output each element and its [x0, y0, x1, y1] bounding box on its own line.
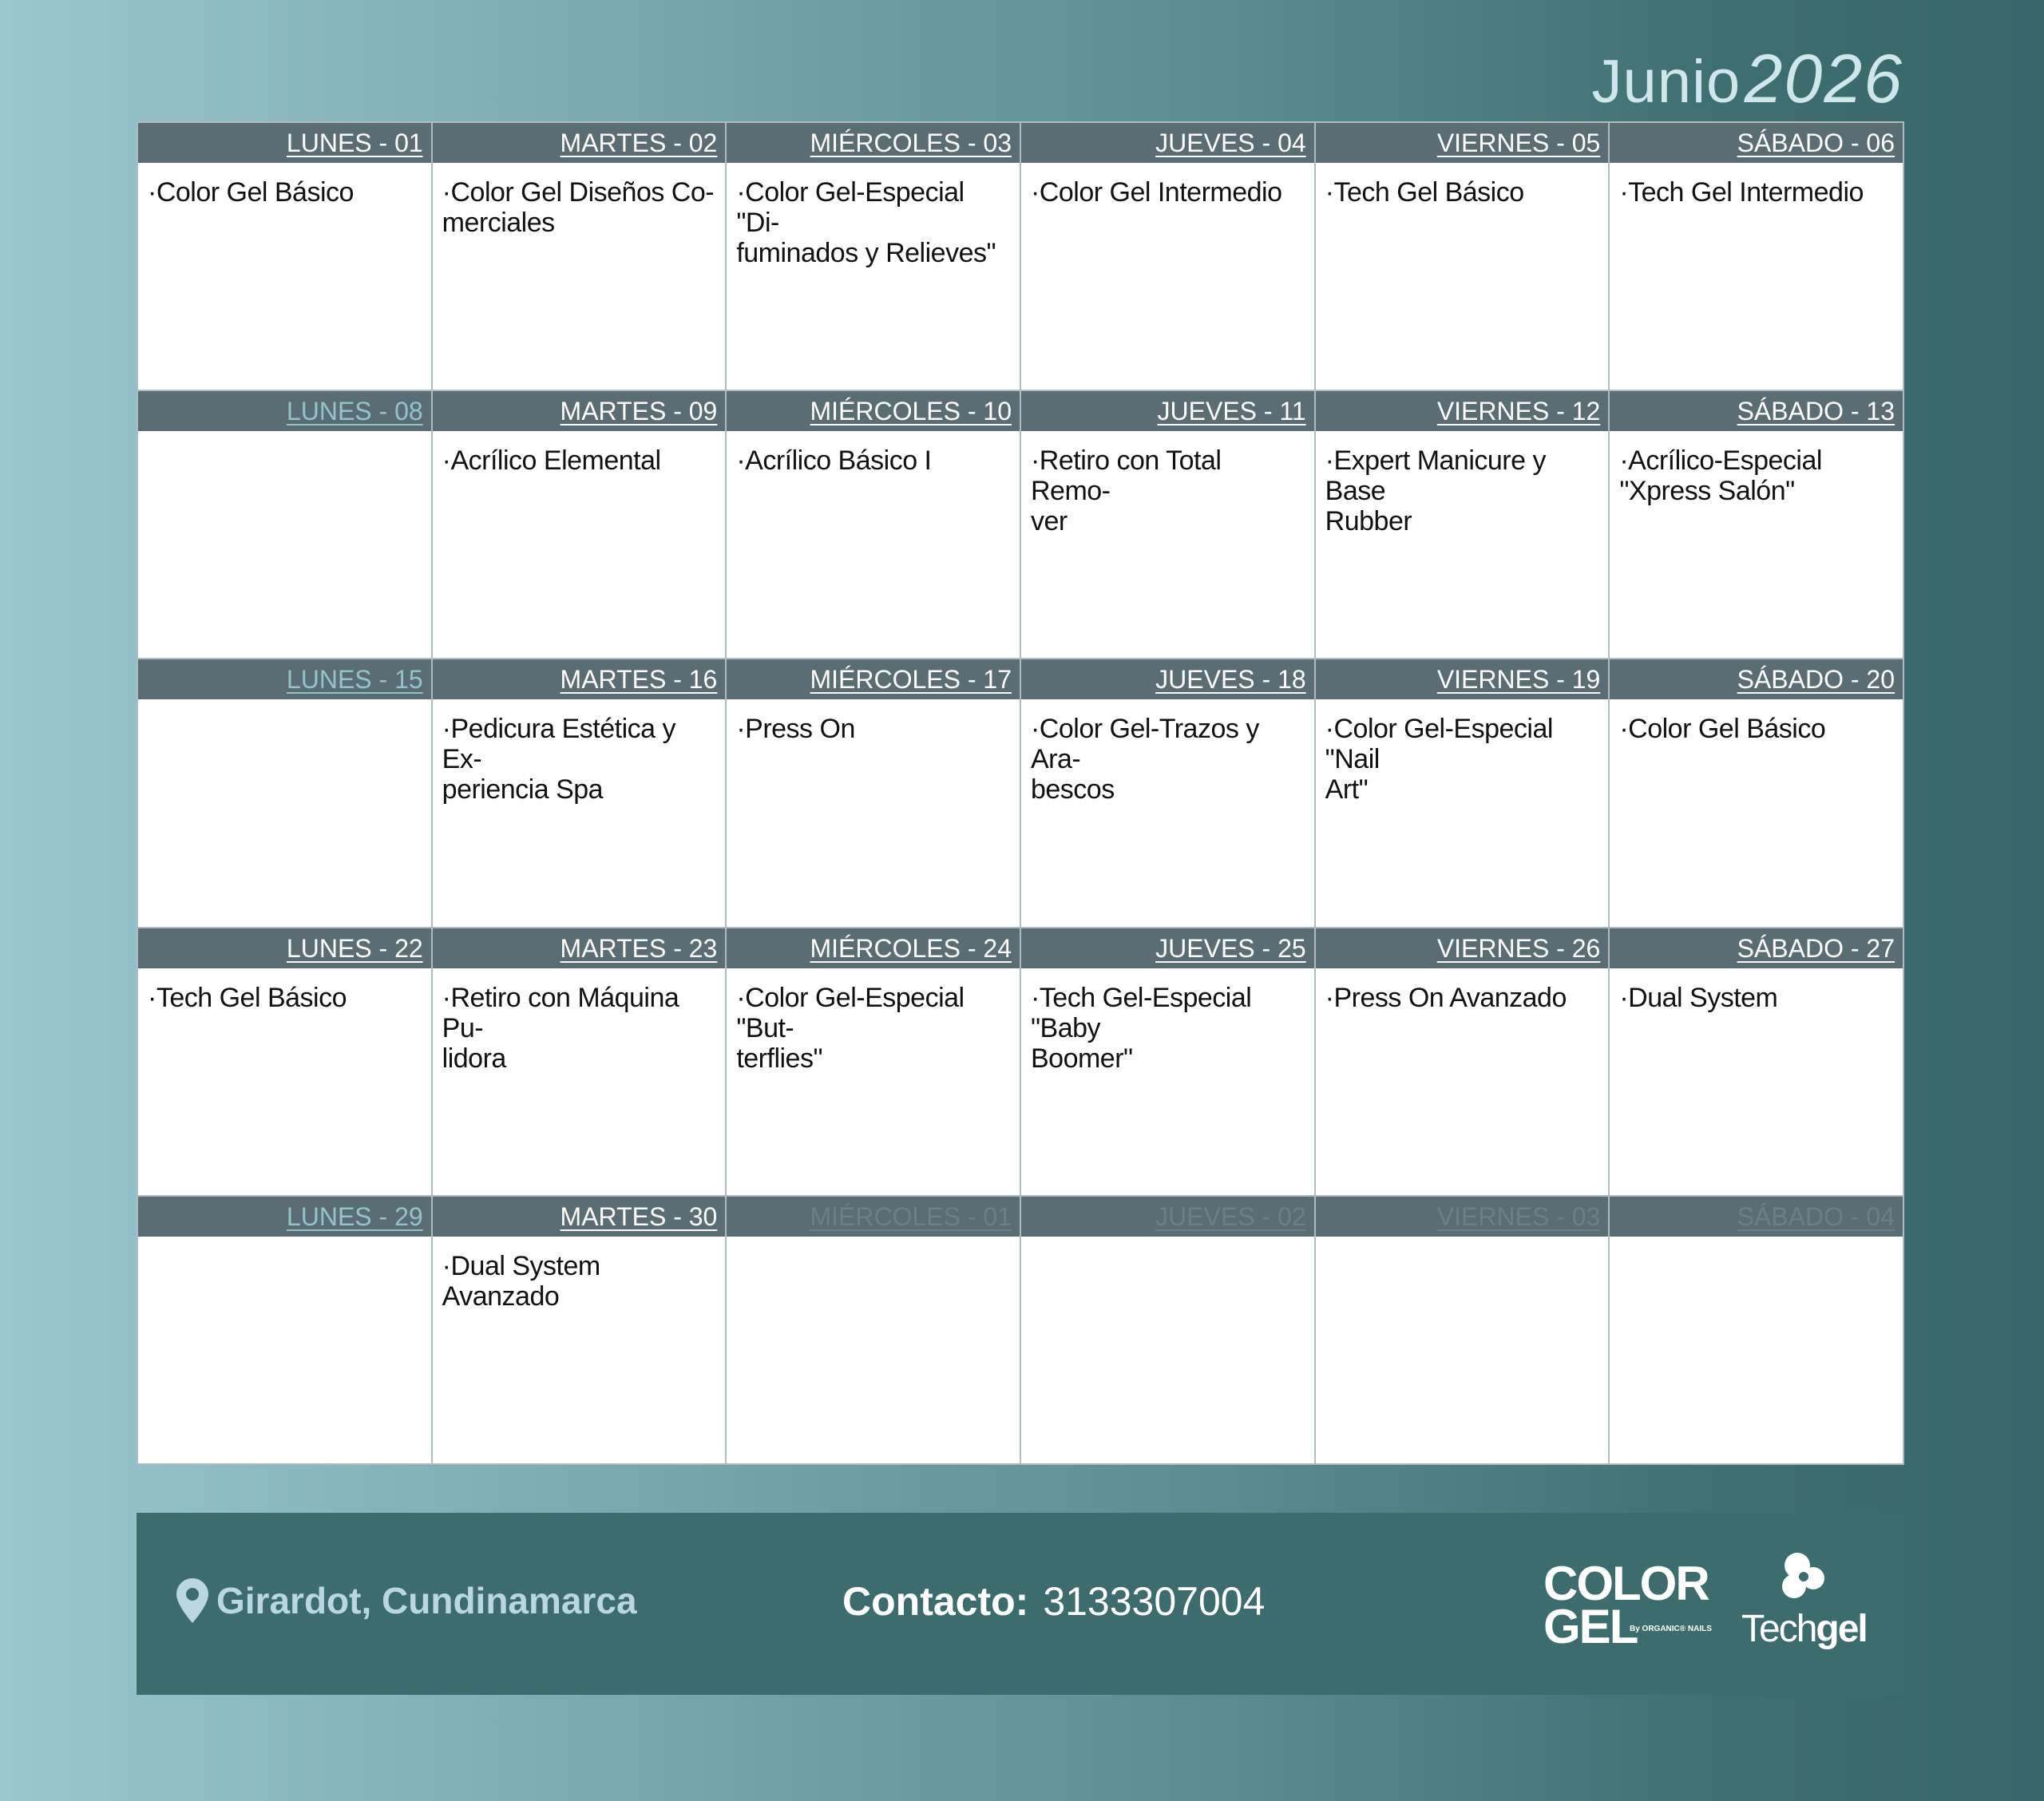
techgel-logo [1741, 1551, 1869, 1663]
day-classes [138, 163, 431, 208]
class-line: ·Color Gel-Especial "Di- [736, 177, 965, 238]
day-cell [1021, 928, 1314, 1195]
day-header: JUEVES - 11 [1021, 391, 1314, 431]
day-header: LUNES - 29 [138, 1197, 431, 1237]
day-cell [433, 123, 726, 390]
day-cell [1610, 928, 1903, 1195]
class-line: periencia Spa [442, 774, 604, 806]
day-header: MIÉRCOLES - 24 [727, 928, 1020, 968]
day-classes [1021, 1237, 1314, 1251]
day-classes [1021, 968, 1314, 1074]
class-line: ·Dual System [1619, 982, 1778, 1013]
day-cell [433, 928, 726, 1195]
class-line: ·Retiro con Total Remo- [1030, 445, 1222, 507]
class-line: ·Color Gel-Especial "Nail [1325, 714, 1553, 775]
class-line: ·Color Gel-Especial "But- [736, 982, 965, 1043]
class-line: bescos [1030, 774, 1115, 806]
day-header: MARTES - 30 [433, 1197, 726, 1237]
day-classes [138, 699, 431, 714]
day-header: SÁBADO - 20 [1610, 659, 1903, 699]
class-line: Art" [1325, 774, 1369, 806]
day-cell [1610, 1197, 1903, 1463]
day-header: SÁBADO - 27 [1610, 928, 1903, 968]
day-cell [727, 391, 1020, 658]
day-header: MARTES - 02 [433, 123, 726, 163]
calendar-title [1591, 41, 1903, 117]
class-line: merciales [442, 208, 555, 238]
day-header: VIERNES - 05 [1316, 123, 1609, 163]
day-header: VIERNES - 03 [1316, 1197, 1609, 1237]
techgel-logo-word [1741, 1607, 1867, 1651]
day-header: VIERNES - 19 [1316, 659, 1609, 699]
class-line: ·Tech Gel Básico [148, 982, 347, 1013]
day-classes [1610, 1237, 1903, 1251]
day-cell [727, 1197, 1020, 1463]
day-cell [1021, 391, 1314, 658]
month-label: Junio [1591, 48, 1741, 116]
day-cell [727, 659, 1020, 926]
class-line: ·Tech Gel Básico [1325, 177, 1524, 208]
class-line: ·Color Gel Diseños Co- [442, 177, 715, 208]
day-cell [727, 928, 1020, 1195]
day-classes [727, 163, 1020, 268]
day-classes [433, 163, 726, 238]
contact [842, 1578, 1265, 1625]
day-header: JUEVES - 04 [1021, 123, 1314, 163]
day-classes [727, 699, 1020, 744]
day-classes [138, 431, 431, 445]
day-classes [1021, 699, 1314, 805]
class-line: ·Acrílico-Especial [1619, 445, 1822, 477]
day-cell [138, 391, 431, 658]
day-header: SÁBADO - 06 [1610, 123, 1903, 163]
class-line: lidora [442, 1043, 506, 1074]
day-cell [1021, 123, 1314, 390]
day-cell [433, 659, 726, 926]
day-cell [433, 1197, 726, 1463]
day-header: MIÉRCOLES - 03 [727, 123, 1020, 163]
day-header: LUNES - 22 [138, 928, 431, 968]
day-cell [1610, 123, 1903, 390]
day-header: MARTES - 23 [433, 928, 726, 968]
day-header: MARTES - 16 [433, 659, 726, 699]
map-pin-icon [176, 1578, 208, 1623]
day-classes [1610, 163, 1903, 208]
class-line: Rubber [1325, 506, 1412, 537]
class-line: ·Tech Gel Intermedio [1619, 177, 1864, 208]
class-line: ·Color Gel-Trazos y Ara- [1030, 714, 1259, 775]
day-cell [1316, 391, 1609, 658]
colorgel-logo-line2: GEL [1543, 1600, 1638, 1653]
day-classes [1610, 968, 1903, 1013]
day-classes [138, 1237, 431, 1251]
day-classes [433, 431, 726, 476]
class-line: ·Press On [736, 714, 855, 745]
day-classes [138, 968, 431, 1013]
day-header: JUEVES - 25 [1021, 928, 1314, 968]
contact-label: Contacto: [842, 1579, 1029, 1624]
class-line: terflies" [736, 1043, 823, 1074]
colorgel-logo [1543, 1557, 1712, 1653]
class-line: ·Color Gel Intermedio [1030, 177, 1282, 208]
day-classes [727, 968, 1020, 1074]
day-header: VIERNES - 26 [1316, 928, 1609, 968]
day-classes [1021, 163, 1314, 208]
day-classes [433, 968, 726, 1074]
day-classes [1316, 1237, 1609, 1251]
day-cell [1610, 391, 1903, 658]
class-line: ·Pedicura Estética y Ex- [442, 714, 676, 775]
day-cell [1610, 659, 1903, 926]
day-header: VIERNES - 12 [1316, 391, 1609, 431]
day-cell [138, 1197, 431, 1463]
day-header: LUNES - 01 [138, 123, 431, 163]
day-classes [1316, 699, 1609, 805]
day-header: MIÉRCOLES - 01 [727, 1197, 1020, 1237]
day-header: JUEVES - 18 [1021, 659, 1314, 699]
day-cell [1316, 928, 1609, 1195]
day-classes [1316, 968, 1609, 1013]
day-cell [727, 123, 1020, 390]
day-header: LUNES - 15 [138, 659, 431, 699]
day-cell [138, 123, 431, 390]
class-line: ·Tech Gel-Especial "Baby [1030, 982, 1252, 1043]
day-classes [433, 699, 726, 805]
class-line: "Xpress Salón" [1619, 476, 1795, 507]
day-cell [138, 928, 431, 1195]
day-header: LUNES - 08 [138, 391, 431, 431]
day-header: JUEVES - 02 [1021, 1197, 1314, 1237]
class-line: ·Dual System Avanzado [442, 1250, 600, 1312]
techgel-logo-part1: Tech [1741, 1608, 1816, 1650]
day-cell [138, 659, 431, 926]
day-cell [1316, 123, 1609, 390]
footer-bar [137, 1513, 1904, 1695]
day-header: SÁBADO - 13 [1610, 391, 1903, 431]
day-classes [1021, 431, 1314, 536]
class-line: ·Color Gel Básico [1619, 714, 1826, 745]
class-line: fuminados y Relieves" [736, 238, 996, 268]
day-header: MIÉRCOLES - 17 [727, 659, 1020, 699]
day-header: SÁBADO - 04 [1610, 1197, 1903, 1237]
day-classes [727, 1237, 1020, 1251]
class-line: Boomer" [1030, 1043, 1133, 1074]
class-line: ·Acrílico Básico I [736, 445, 932, 477]
class-line: ·Color Gel Básico [148, 177, 354, 208]
day-header: MARTES - 09 [433, 391, 726, 431]
day-cell [1316, 659, 1609, 926]
techgel-logo-part2: gel [1816, 1608, 1867, 1650]
techgel-logo-mark-icon [1741, 1551, 1869, 1607]
day-classes [1316, 431, 1609, 536]
day-header: MIÉRCOLES - 10 [727, 391, 1020, 431]
colorgel-logo-line1: COLOR [1543, 1557, 1709, 1610]
contact-number[interactable]: 3133307004 [1043, 1579, 1266, 1624]
day-classes [1610, 431, 1903, 506]
calendar-grid [137, 121, 1904, 1465]
class-line: ·Acrílico Elemental [442, 445, 661, 477]
day-classes [1610, 699, 1903, 744]
year-label: 2026 [1744, 41, 1903, 117]
class-line: ver [1030, 506, 1068, 537]
class-line: ·Press On Avanzado [1325, 982, 1567, 1013]
day-cell [1021, 659, 1314, 926]
colorgel-logo-sub: By ORGANIC® NAILS [1630, 1625, 1712, 1633]
day-classes [727, 431, 1020, 476]
day-cell [1021, 1197, 1314, 1463]
class-line: ·Retiro con Máquina Pu- [442, 982, 679, 1043]
location [176, 1578, 637, 1623]
location-text: Girardot, Cundinamarca [216, 1580, 637, 1621]
day-classes [1316, 163, 1609, 208]
day-cell [433, 391, 726, 658]
day-cell [1316, 1197, 1609, 1463]
class-line: ·Expert Manicure y Base [1325, 445, 1546, 507]
day-classes [433, 1237, 726, 1312]
